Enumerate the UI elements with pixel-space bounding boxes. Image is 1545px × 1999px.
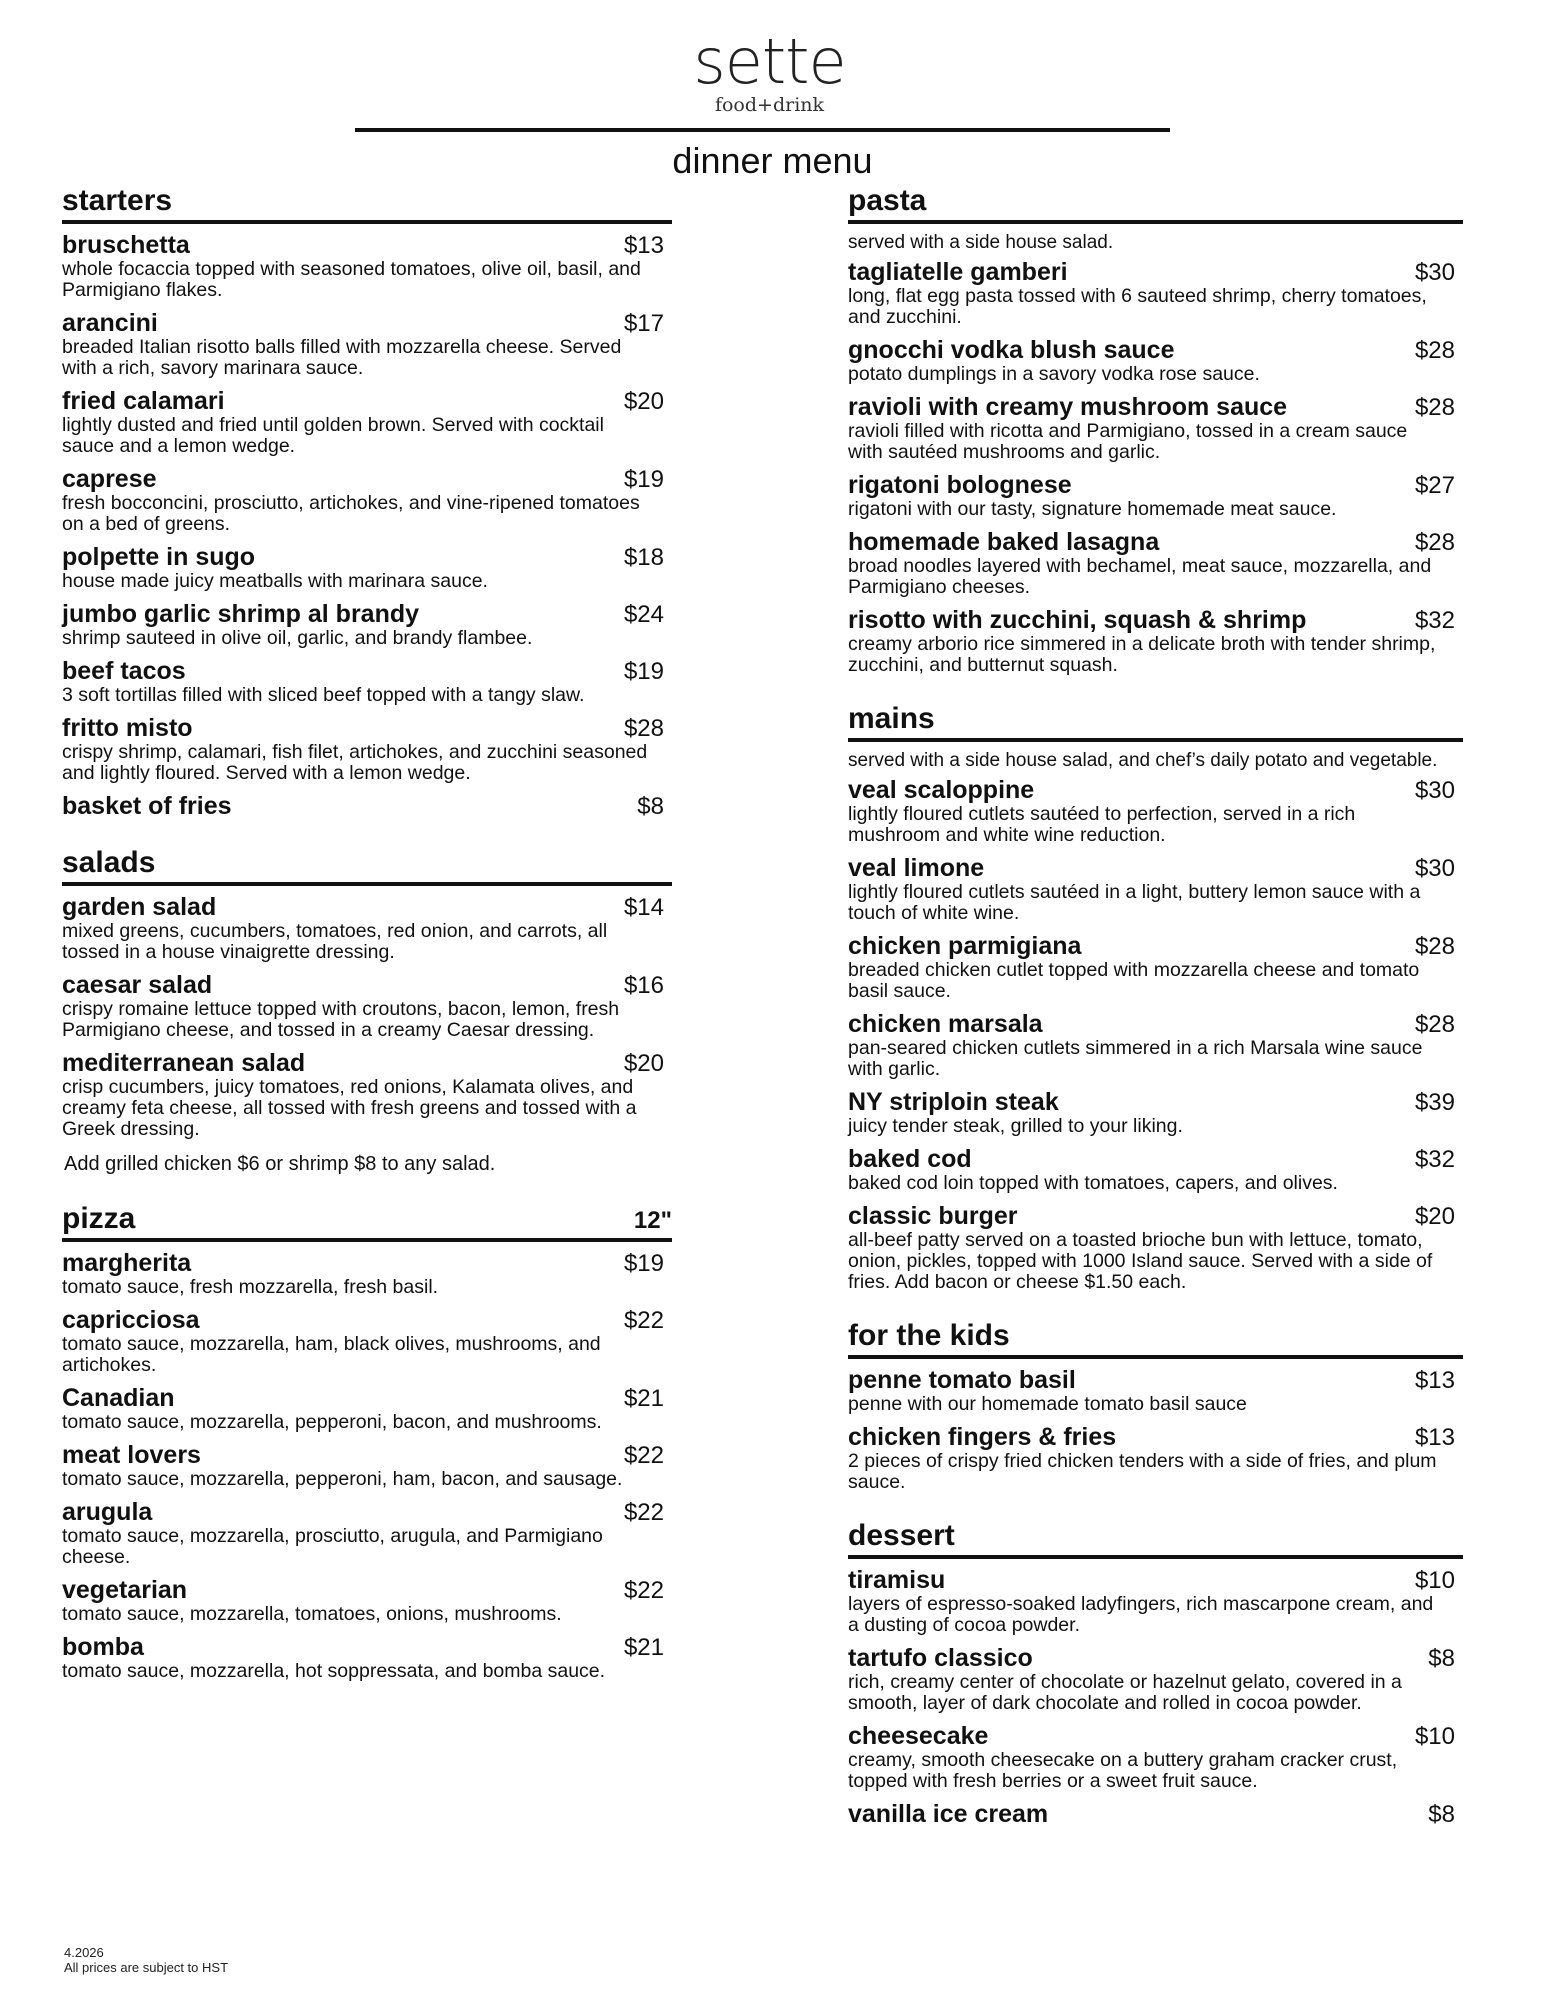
menu-item [62, 544, 672, 592]
menu-item-description: tomato sauce, mozzarella, tomatoes, onions, mushrooms. [62, 1603, 562, 1625]
menu-item [62, 972, 672, 1041]
menu-item-description: creamy arborio rice simmered in a delicate broth with tender shrimp, zucchini, and butternut squash. [848, 633, 1436, 676]
menu-item-row [848, 1645, 1463, 1672]
menu-item-price: $20 [623, 388, 664, 415]
menu-item-name: fried calamari [62, 387, 225, 415]
menu-item-description: layers of espresso-soaked ladyfingers, rich mascarpone cream, and a dusting of cocoa powder. [848, 1593, 1434, 1636]
menu-item [62, 601, 672, 649]
menu-item-price: $24 [623, 601, 664, 628]
menu-item-name: vegetarian [62, 1576, 188, 1604]
salad-addon-note: Add grilled chicken $6 or shrimp $8 to any salad. [64, 1153, 496, 1175]
menu-item-price: $28 [623, 715, 664, 742]
item-list [848, 1367, 1463, 1493]
menu-item-price: $18 [623, 544, 664, 571]
menu-item [848, 1203, 1463, 1293]
menu-item-name: mediterranean salad [62, 1049, 306, 1077]
menu-item-price: $32 [1414, 607, 1455, 634]
menu-item-name: jumbo garlic shrimp al brandy [62, 600, 420, 628]
section-starters [62, 184, 672, 820]
menu-item [848, 1645, 1463, 1714]
section-title: mains [848, 702, 935, 735]
menu-item-row [848, 777, 1463, 804]
section-pizza [62, 1202, 672, 1682]
menu-item-price: $22 [623, 1442, 664, 1469]
menu-item-price: $32 [1414, 1146, 1455, 1173]
menu-item-description: mixed greens, cucumbers, tomatoes, red onion, and carrots, all tossed in a house vinaigrette dressing. [62, 920, 608, 963]
section-header [62, 1202, 672, 1242]
menu-item-row [848, 394, 1463, 421]
section-header [62, 184, 672, 224]
menu-item [62, 310, 672, 379]
menu-item [848, 259, 1463, 328]
menu-item-row [62, 1250, 672, 1277]
section-salads [62, 846, 672, 1176]
menu-item-row [62, 972, 672, 999]
menu-item-name: bruschetta [62, 231, 190, 259]
right-column [848, 184, 1463, 1854]
menu-item-description: pan-seared chicken cutlets simmered in a rich Marsala wine sauce with garlic. [848, 1037, 1423, 1080]
menu-item-row [62, 1499, 672, 1526]
menu-title: dinner menu [672, 140, 873, 181]
footer-date: 4.2026 [64, 1945, 104, 1960]
menu-item-row [62, 793, 672, 820]
menu-item-name: tagliatelle gamberi [848, 258, 1068, 286]
menu-item-description: crispy romaine lettuce topped with croutons, bacon, lemon, fresh Parmigiano cheese, and tossed in a creamy Caesar dressing. [62, 998, 620, 1041]
menu-item-name: gnocchi vodka blush sauce [848, 336, 1175, 364]
menu-item-description: tomato sauce, mozzarella, hot soppressata, and bomba sauce. [62, 1660, 606, 1682]
menu-item-row [62, 1050, 672, 1077]
menu-item [848, 1424, 1463, 1493]
item-list [848, 1567, 1463, 1828]
menu-item-name: tiramisu [848, 1566, 946, 1594]
menu-item-row [848, 1567, 1463, 1594]
menu-item-row [848, 1801, 1463, 1828]
menu-item [62, 658, 672, 706]
menu-item-row [848, 529, 1463, 556]
menu-item-description: all-beef patty served on a toasted brioche bun with lettuce, tomato, onion, pickles, topped with 1000 Island sauce. Served with a side of fries. Add bacon or cheese $1.50 each. [848, 1229, 1433, 1293]
item-list [848, 259, 1463, 676]
menu-item-row [848, 607, 1463, 634]
menu-item [62, 1499, 672, 1568]
menu-item-description: rigatoni with our tasty, signature homemade meat sauce. [848, 498, 1337, 520]
menu-item-description: tomato sauce, mozzarella, pepperoni, bacon, and mushrooms. [62, 1411, 602, 1433]
menu-item-row [62, 544, 672, 571]
menu-item-price: $39 [1414, 1089, 1455, 1116]
menu-item-name: vanilla ice cream [848, 1800, 1049, 1828]
menu-item-description: potato dumplings in a savory vodka rose sauce. [848, 363, 1260, 385]
section-note: served with a side house salad, and chef’s daily potato and vegetable. [848, 750, 1438, 771]
menu-item-price: $22 [623, 1499, 664, 1526]
menu-item-name: cheesecake [848, 1722, 989, 1750]
left-column [62, 184, 672, 1708]
menu-item-row [62, 1307, 672, 1334]
menu-item [62, 894, 672, 963]
menu-item-price: $8 [637, 793, 664, 820]
menu-item [62, 388, 672, 457]
menu-item-price: $30 [1414, 855, 1455, 882]
menu-item-price: $14 [623, 894, 664, 921]
menu-item-name: bomba [62, 1633, 144, 1661]
menu-item [848, 777, 1463, 846]
menu-item [848, 1723, 1463, 1792]
menu-item-description: whole focaccia topped with seasoned tomatoes, olive oil, basil, and Parmigiano flakes. [62, 258, 641, 301]
menu-item-description: rich, creamy center of chocolate or hazelnut gelato, covered in a smooth, layer of dark chocolate and rolled in cocoa powder. [848, 1671, 1402, 1714]
menu-item [848, 1367, 1463, 1415]
menu-item-name: garden salad [62, 893, 217, 921]
menu-item-description: 2 pieces of crispy fried chicken tenders with a side of fries, and plum sauce. [848, 1450, 1437, 1493]
menu-item-name: baked cod [848, 1145, 972, 1173]
menu-item-name: capricciosa [62, 1306, 200, 1334]
menu-item-name: caesar salad [62, 971, 213, 999]
menu-item-price: $13 [1414, 1367, 1455, 1394]
menu-item [62, 715, 672, 784]
menu-item-row [62, 1577, 672, 1604]
menu-item-price: $28 [1414, 394, 1455, 421]
menu-item [62, 1634, 672, 1682]
menu-item-row [848, 1367, 1463, 1394]
menu-item-price: $22 [623, 1577, 664, 1604]
pizza-size-label: 12" [633, 1207, 672, 1234]
menu-item-description: ravioli filled with ricotta and Parmigiano, tossed in a cream sauce with sautéed mushrooms and garlic. [848, 420, 1408, 463]
menu-item [848, 1146, 1463, 1194]
menu-item-name: ravioli with creamy mushroom sauce [848, 393, 1288, 421]
menu-item-price: $10 [1414, 1567, 1455, 1594]
menu-item-row [848, 259, 1463, 286]
menu-item-price: $17 [623, 310, 664, 337]
footer [64, 1945, 228, 1975]
menu-item-price: $28 [1414, 1011, 1455, 1038]
section-title: pizza [62, 1202, 136, 1235]
menu-item-price: $22 [623, 1307, 664, 1334]
menu-item-price: $30 [1414, 259, 1455, 286]
menu-item-row [848, 1203, 1463, 1230]
item-list [62, 232, 672, 820]
menu-item-price: $8 [1428, 1645, 1455, 1672]
menu-item-price: $19 [623, 658, 664, 685]
menu-item-price: $13 [1414, 1424, 1455, 1451]
menu-item-name: chicken parmigiana [848, 932, 1082, 960]
menu-item [848, 529, 1463, 598]
section-header [848, 702, 1463, 742]
section-header [62, 846, 672, 886]
logo-wordmark: sette [693, 25, 846, 98]
menu-item-row [848, 1424, 1463, 1451]
menu-item-row [62, 715, 672, 742]
menu-item-price: $19 [623, 1250, 664, 1277]
menu-item-name: classic burger [848, 1202, 1018, 1230]
menu-item-name: beef tacos [62, 657, 186, 685]
menu-item-row [848, 337, 1463, 364]
menu-item-description: lightly floured cutlets sautéed in a light, buttery lemon sauce with a touch of white wine. [848, 881, 1421, 924]
menu-item [62, 1385, 672, 1433]
menu-item-name: Canadian [62, 1384, 175, 1412]
menu-item-description: breaded Italian risotto balls filled with mozzarella cheese. Served with a rich, savory marinara sauce. [62, 336, 622, 379]
menu-item [62, 466, 672, 535]
logo-block [0, 25, 1545, 116]
footer-tax-note: All prices are subject to HST [64, 1960, 229, 1975]
section-header [848, 1519, 1463, 1559]
menu-item-name: tartufo classico [848, 1644, 1033, 1672]
menu-item-name: margherita [62, 1249, 192, 1277]
menu-item-row [848, 855, 1463, 882]
menu-item-description: shrimp sauteed in olive oil, garlic, and brandy flambee. [62, 627, 533, 649]
menu-item-price: $28 [1414, 529, 1455, 556]
menu-item [848, 1567, 1463, 1636]
menu-item-row [848, 1011, 1463, 1038]
section-dessert [848, 1519, 1463, 1828]
menu-item-price: $13 [623, 232, 664, 259]
menu-item [848, 337, 1463, 385]
menu-item-row [62, 894, 672, 921]
menu-item [62, 1577, 672, 1625]
menu-item-description: tomato sauce, mozzarella, ham, black olives, mushrooms, and artichokes. [62, 1333, 601, 1376]
section-header [848, 184, 1463, 224]
menu-item-name: fritto misto [62, 714, 193, 742]
section-title: salads [62, 846, 156, 879]
menu-item-price: $8 [1428, 1801, 1455, 1828]
menu-item-name: chicken fingers & fries [848, 1423, 1117, 1451]
menu-item [848, 1089, 1463, 1137]
item-list [62, 894, 672, 1140]
menu-item-price: $21 [623, 1634, 664, 1661]
menu-item-price: $20 [623, 1050, 664, 1077]
menu-item-row [62, 388, 672, 415]
menu-item-name: basket of fries [62, 792, 232, 820]
menu-item-name: polpette in sugo [62, 543, 256, 571]
menu-item-name: chicken marsala [848, 1010, 1043, 1038]
menu-item-description: tomato sauce, fresh mozzarella, fresh basil. [62, 1276, 439, 1298]
menu-item [848, 472, 1463, 520]
section-title: pasta [848, 184, 927, 217]
menu-item-description: tomato sauce, mozzarella, pepperoni, ham, bacon, and sausage. [62, 1468, 623, 1490]
section-title: starters [62, 184, 173, 217]
menu-item [62, 793, 672, 820]
menu-item-price: $16 [623, 972, 664, 999]
menu-item-description: crisp cucumbers, juicy tomatoes, red onions, Kalamata olives, and creamy feta cheese, all tossed with fresh greens and tossed with a Greek dressing. [62, 1076, 637, 1140]
menu-item-description: baked cod loin topped with tomatoes, capers, and olives. [848, 1172, 1338, 1194]
menu-item [848, 1011, 1463, 1080]
menu-item-description: house made juicy meatballs with marinara sauce. [62, 570, 488, 592]
menu-item-row [62, 658, 672, 685]
menu-item-description: fresh bocconcini, prosciutto, artichokes, and vine-ripened tomatoes on a bed of greens. [62, 492, 640, 535]
menu-item-description: creamy, smooth cheesecake on a buttery graham cracker crust, topped with fresh berries or a sweet fruit sauce. [848, 1749, 1398, 1792]
menu-item [62, 1442, 672, 1490]
menu-item-row [62, 1634, 672, 1661]
menu-item-description: lightly dusted and fried until golden brown. Served with cocktail sauce and a lemon wedge. [62, 414, 604, 457]
menu-item-description: juicy tender steak, grilled to your liking. [848, 1115, 1183, 1137]
menu-item-name: meat lovers [62, 1441, 201, 1469]
menu-item-row [848, 933, 1463, 960]
menu-item-price: $28 [1414, 337, 1455, 364]
menu-item-name: rigatoni bolognese [848, 471, 1072, 499]
menu-item-row [62, 601, 672, 628]
menu-item-price: $10 [1414, 1723, 1455, 1750]
item-list [62, 1250, 672, 1682]
menu-item-description: crispy shrimp, calamari, fish filet, artichokes, and zucchini seasoned and lightly floured. Served with a lemon wedge. [62, 741, 648, 784]
menu-item-name: penne tomato basil [848, 1366, 1076, 1394]
menu-item-description: long, flat egg pasta tossed with 6 sauteed shrimp, cherry tomatoes, and zucchini. [848, 285, 1427, 328]
menu-item-price: $20 [1414, 1203, 1455, 1230]
logo-subtitle: food+drink [714, 94, 825, 116]
section-title: dessert [848, 1519, 955, 1552]
menu-item-row [848, 1723, 1463, 1750]
menu-item [848, 394, 1463, 463]
menu-item-row [848, 1089, 1463, 1116]
menu-item-row [62, 466, 672, 493]
section-header [848, 1319, 1463, 1359]
menu-item [848, 607, 1463, 676]
item-list [848, 777, 1463, 1293]
menu-item-name: veal scaloppine [848, 776, 1035, 804]
menu-item-description: penne with our homemade tomato basil sauce [848, 1393, 1247, 1415]
menu-item [848, 933, 1463, 1002]
menu-item-description: broad noodles layered with bechamel, meat sauce, mozzarella, and Parmigiano cheeses. [848, 555, 1432, 598]
menu-item-name: caprese [62, 465, 157, 493]
menu-item-price: $28 [1414, 933, 1455, 960]
menu-item-name: arancini [62, 309, 158, 337]
menu-item-name: homemade baked lasagna [848, 528, 1160, 556]
menu-item [62, 1250, 672, 1298]
section-kids [848, 1319, 1463, 1493]
menu-item [62, 1050, 672, 1140]
header-divider [355, 128, 1170, 132]
section-title: for the kids [848, 1319, 1010, 1352]
menu-item [848, 1801, 1463, 1828]
menu-item-price: $27 [1414, 472, 1455, 499]
section-pasta [848, 184, 1463, 676]
section-note: served with a side house salad. [848, 232, 1114, 253]
menu-item-price: $21 [623, 1385, 664, 1412]
menu-item [848, 855, 1463, 924]
menu-item-price: $19 [623, 466, 664, 493]
menu-item-row [848, 1146, 1463, 1173]
menu-item-row [62, 232, 672, 259]
menu-item-description: tomato sauce, mozzarella, prosciutto, arugula, and Parmigiano cheese. [62, 1525, 603, 1568]
menu-item-name: veal limone [848, 854, 985, 882]
menu-item-row [62, 1385, 672, 1412]
section-mains [848, 702, 1463, 1293]
menu-item-row [62, 1442, 672, 1469]
menu-item-name: arugula [62, 1498, 153, 1526]
menu-item [62, 1307, 672, 1376]
menu-item-price: $30 [1414, 777, 1455, 804]
menu-item-description: lightly floured cutlets sautéed to perfection, served in a rich mushroom and white wine reduction. [848, 803, 1356, 846]
menu-item-row [848, 472, 1463, 499]
menu-item-name: NY striploin steak [848, 1088, 1059, 1116]
menu-item-description: breaded chicken cutlet topped with mozzarella cheese and tomato basil sauce. [848, 959, 1420, 1002]
menu-item-description: 3 soft tortillas filled with sliced beef topped with a tangy slaw. [62, 684, 585, 706]
menu-item-row [62, 310, 672, 337]
menu-item-name: risotto with zucchini, squash & shrimp [848, 606, 1307, 634]
menu-item [62, 232, 672, 301]
